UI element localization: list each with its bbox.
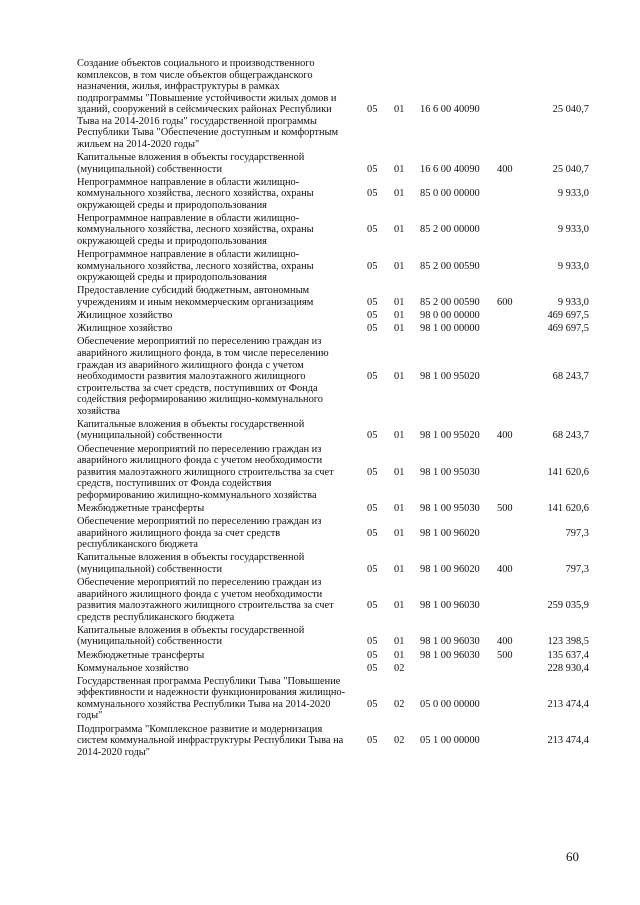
table-row	[0, 152, 640, 175]
row-pr: 01	[394, 636, 405, 648]
description-line: систем коммунальной инфраструктуры Республики Тыва на	[77, 735, 344, 747]
description-line: (муниципальной) собственности	[77, 563, 223, 575]
row-description	[77, 419, 355, 442]
table-row	[0, 213, 640, 248]
table-row	[0, 444, 640, 502]
description-line: Коммунальное хозяйство	[77, 662, 189, 674]
row-description	[77, 323, 355, 335]
row-pr: 01	[394, 310, 405, 322]
row-description	[77, 663, 355, 675]
row-csr: 16 6 00 40090	[420, 104, 480, 116]
description-line: Капитальные вложения в объекты государственной	[77, 152, 305, 163]
row-description	[77, 336, 355, 417]
description-line: Капитальные вложения в объекты государственной	[77, 418, 305, 430]
row-sum: 228 930,4	[547, 662, 589, 674]
description-line: эффективности и надежности функционирования жилищно-	[77, 687, 346, 699]
description-line: Тыва на 2014-2016 годы" государственной программы	[77, 115, 317, 127]
row-vr: 600	[497, 296, 513, 308]
description-line: Капитальные вложения в объекты государственной	[77, 624, 305, 636]
description-line: аварийного жилищного фонда с учетом необходимости	[77, 588, 323, 600]
description-line: окружающей среды и природопользования	[77, 236, 267, 248]
row-pr: 01	[394, 323, 405, 335]
row-description	[77, 724, 355, 759]
table-row	[0, 625, 640, 648]
description-line: коммунального хозяйства Республики Тыва на 2014-2020	[77, 698, 331, 710]
row-rz: 05	[367, 430, 378, 442]
row-rz: 05	[367, 310, 378, 322]
row-vr: 400	[497, 430, 513, 442]
description-line: коммунального хозяйства, лесного хозяйства, охраны	[77, 224, 314, 236]
row-sum: 9 933,0	[557, 260, 589, 272]
row-csr: 05 1 00 00000	[420, 735, 480, 747]
row-pr: 01	[394, 104, 405, 116]
table-row	[0, 724, 640, 759]
row-description	[77, 285, 355, 308]
row-csr: 85 2 00 00590	[420, 296, 480, 308]
row-description	[77, 516, 355, 551]
description-line: коммунального хозяйства, лесного хозяйства, охраны	[77, 260, 314, 272]
table-row	[0, 249, 640, 284]
row-sum: 25 040,7	[552, 163, 589, 175]
row-rz: 05	[367, 649, 378, 661]
row-csr: 98 1 00 96030	[420, 636, 480, 648]
row-vr: 400	[497, 163, 513, 175]
row-sum: 135 637,4	[547, 649, 589, 661]
row-rz: 05	[367, 104, 378, 116]
row-csr: 85 2 00 00590	[420, 260, 480, 272]
description-line: Республики Тыва "Обеспечение доступным и комфортным	[77, 127, 339, 139]
row-csr: 98 1 00 95020	[420, 430, 480, 442]
row-pr: 01	[394, 527, 405, 539]
row-csr: 16 6 00 40090	[420, 163, 480, 175]
row-description	[77, 503, 355, 515]
row-rz: 05	[367, 563, 378, 575]
row-description	[77, 625, 355, 648]
description-line: годы"	[77, 710, 103, 722]
table-row	[0, 663, 640, 675]
description-line: аварийного жилищного фонда за счет средств	[77, 527, 281, 539]
row-csr: 98 1 00 00000	[420, 323, 480, 335]
row-pr: 01	[394, 600, 405, 612]
description-line: учреждениям и иным некоммерческим организациям	[77, 296, 314, 308]
row-sum: 9 933,0	[557, 224, 589, 236]
table-row	[0, 58, 640, 150]
description-line: Непрограммное направление в области жилищно-	[77, 249, 300, 261]
row-sum: 213 474,4	[547, 698, 589, 710]
row-pr: 02	[394, 698, 405, 710]
row-rz: 05	[367, 502, 378, 514]
row-csr: 85 2 00 00000	[420, 224, 480, 236]
description-line: необходимости развития малоэтажного жилищного	[77, 371, 306, 383]
row-description	[77, 177, 355, 212]
row-pr: 01	[394, 502, 405, 514]
description-line: республиканского бюджета	[77, 539, 198, 551]
row-sum: 68 243,7	[552, 371, 589, 383]
row-rz: 05	[367, 224, 378, 236]
row-description	[77, 444, 355, 502]
page-number: 60	[566, 849, 579, 864]
table-row	[0, 516, 640, 551]
row-description	[77, 249, 355, 284]
row-csr: 98 1 00 96030	[420, 649, 480, 661]
description-line: коммунального хозяйства, лесного хозяйства, охраны	[77, 188, 314, 200]
row-vr: 400	[497, 563, 513, 575]
table-row	[0, 503, 640, 515]
description-line: Государственная программа Республики Тыва "Повышение	[77, 675, 341, 687]
row-pr: 01	[394, 649, 405, 661]
table-row	[0, 310, 640, 322]
row-description	[77, 310, 355, 322]
description-line: Подпрограмма "Комплексное развитие и модернизация	[77, 723, 323, 735]
description-line: Создание объектов социального и производственного	[77, 58, 315, 69]
description-line: реформированию жилищно-коммунального хозяйства	[77, 489, 317, 501]
description-line: Жилищное хозяйство	[77, 310, 173, 322]
description-line: зданий, сооружений в сейсмических районах Республики	[77, 104, 332, 116]
row-rz: 05	[367, 296, 378, 308]
row-pr: 02	[394, 735, 405, 747]
table-row	[0, 285, 640, 308]
row-pr: 01	[394, 188, 405, 200]
row-pr: 01	[394, 430, 405, 442]
table-row	[0, 336, 640, 417]
row-pr: 01	[394, 163, 405, 175]
row-rz: 05	[367, 163, 378, 175]
description-line: окружающей среды и природопользования	[77, 199, 267, 211]
description-line: (муниципальной) собственности	[77, 430, 223, 442]
table-row	[0, 650, 640, 662]
description-line: жильем на 2014-2020 годы"	[77, 138, 200, 150]
row-csr: 98 1 00 95020	[420, 371, 480, 383]
description-line: строительства за счет средств, поступивших от Фонда	[77, 382, 318, 394]
description-line: (муниципальной) собственности	[77, 636, 223, 648]
row-pr: 01	[394, 260, 405, 272]
row-sum: 797,3	[565, 563, 589, 575]
row-rz: 05	[367, 636, 378, 648]
row-vr: 500	[497, 502, 513, 514]
description-line: Обеспечение мероприятий по переселению граждан из	[77, 516, 322, 528]
table-row	[0, 323, 640, 335]
row-csr: 98 1 00 96030	[420, 600, 480, 612]
description-line: окружающей среды и природопользования	[77, 272, 267, 284]
row-rz: 05	[367, 600, 378, 612]
row-sum: 469 697,5	[547, 323, 589, 335]
description-line: комплексов, в том числе объектов общегражданского	[77, 69, 313, 81]
row-csr: 98 1 00 95030	[420, 502, 480, 514]
row-rz: 05	[367, 735, 378, 747]
row-csr: 98 0 00 00000	[420, 310, 480, 322]
table-row	[0, 177, 640, 212]
row-rz: 05	[367, 323, 378, 335]
row-sum: 68 243,7	[552, 430, 589, 442]
description-line: Жилищное хозяйство	[77, 323, 173, 335]
row-description	[77, 58, 355, 150]
description-line: Межбюджетные трансферты	[77, 649, 205, 661]
row-sum: 9 933,0	[557, 296, 589, 308]
row-description	[77, 650, 355, 662]
row-rz: 05	[367, 188, 378, 200]
row-csr: 98 1 00 96020	[420, 527, 480, 539]
row-pr: 02	[394, 662, 405, 674]
row-description	[77, 213, 355, 248]
row-sum: 259 035,9	[547, 600, 589, 612]
row-pr: 01	[394, 296, 405, 308]
description-line: (муниципальной) собственности	[77, 163, 223, 175]
row-description	[77, 552, 355, 575]
description-line: аварийного жилищного фонда с учетом необходимости	[77, 455, 323, 467]
row-csr: 85 0 00 00000	[420, 188, 480, 200]
row-rz: 05	[367, 527, 378, 539]
description-line: аварийного жилищного фонда, в том числе переселению	[77, 347, 329, 359]
description-line: граждан из аварийного жилищного фонда с учетом	[77, 359, 304, 371]
row-rz: 05	[367, 466, 378, 478]
description-line: Непрограммное направление в области жилищно-	[77, 212, 300, 224]
row-pr: 01	[394, 224, 405, 236]
row-rz: 05	[367, 371, 378, 383]
description-line: Непрограммное направление в области жилищно-	[77, 176, 300, 188]
row-description	[77, 676, 355, 722]
row-sum: 9 933,0	[557, 188, 589, 200]
description-line: Обеспечение мероприятий по переселению граждан из	[77, 577, 322, 589]
row-csr: 98 1 00 95030	[420, 466, 480, 478]
row-rz: 05	[367, 698, 378, 710]
description-line: средств республиканского бюджета	[77, 611, 235, 623]
description-line: Обеспечение мероприятий по переселению граждан из	[77, 336, 322, 348]
description-line: назначения, жилья, инфраструктуры в рамках	[77, 81, 280, 93]
description-line: подпрограммы "Повышение устойчивости жилых домов и	[77, 92, 337, 104]
row-sum: 25 040,7	[552, 104, 589, 116]
description-line: содействия реформированию жилищно-коммунального	[77, 394, 323, 406]
description-line: развития малоэтажного жилищного строительства за счет	[77, 600, 334, 612]
row-sum: 469 697,5	[547, 310, 589, 322]
row-description	[77, 152, 355, 175]
row-sum: 123 398,5	[547, 636, 589, 648]
table-row	[0, 676, 640, 722]
table-row	[0, 552, 640, 575]
row-pr: 01	[394, 563, 405, 575]
row-csr: 05 0 00 00000	[420, 698, 480, 710]
row-pr: 01	[394, 466, 405, 478]
row-sum: 141 620,6	[547, 466, 589, 478]
table-row	[0, 419, 640, 442]
description-line: Обеспечение мероприятий по переселению граждан из	[77, 443, 322, 455]
row-sum: 797,3	[565, 527, 589, 539]
description-line: Межбюджетные трансферты	[77, 502, 205, 514]
row-sum: 141 620,6	[547, 502, 589, 514]
row-description	[77, 577, 355, 623]
description-line: хозяйства	[77, 405, 120, 417]
description-line: средств, поступивших от Фонда содействия	[77, 478, 272, 490]
row-rz: 05	[367, 662, 378, 674]
row-csr: 98 1 00 96020	[420, 563, 480, 575]
row-vr: 500	[497, 649, 513, 661]
table-row	[0, 577, 640, 623]
row-pr: 01	[394, 371, 405, 383]
row-sum: 213 474,4	[547, 735, 589, 747]
description-line: Капитальные вложения в объекты государственной	[77, 552, 305, 564]
description-line: Предоставление субсидий бюджетным, автономным	[77, 285, 310, 297]
description-line: развития малоэтажного жилищного строительства за счет	[77, 466, 334, 478]
row-vr: 400	[497, 636, 513, 648]
description-line: 2014-2020 годы"	[77, 746, 151, 758]
row-rz: 05	[367, 260, 378, 272]
